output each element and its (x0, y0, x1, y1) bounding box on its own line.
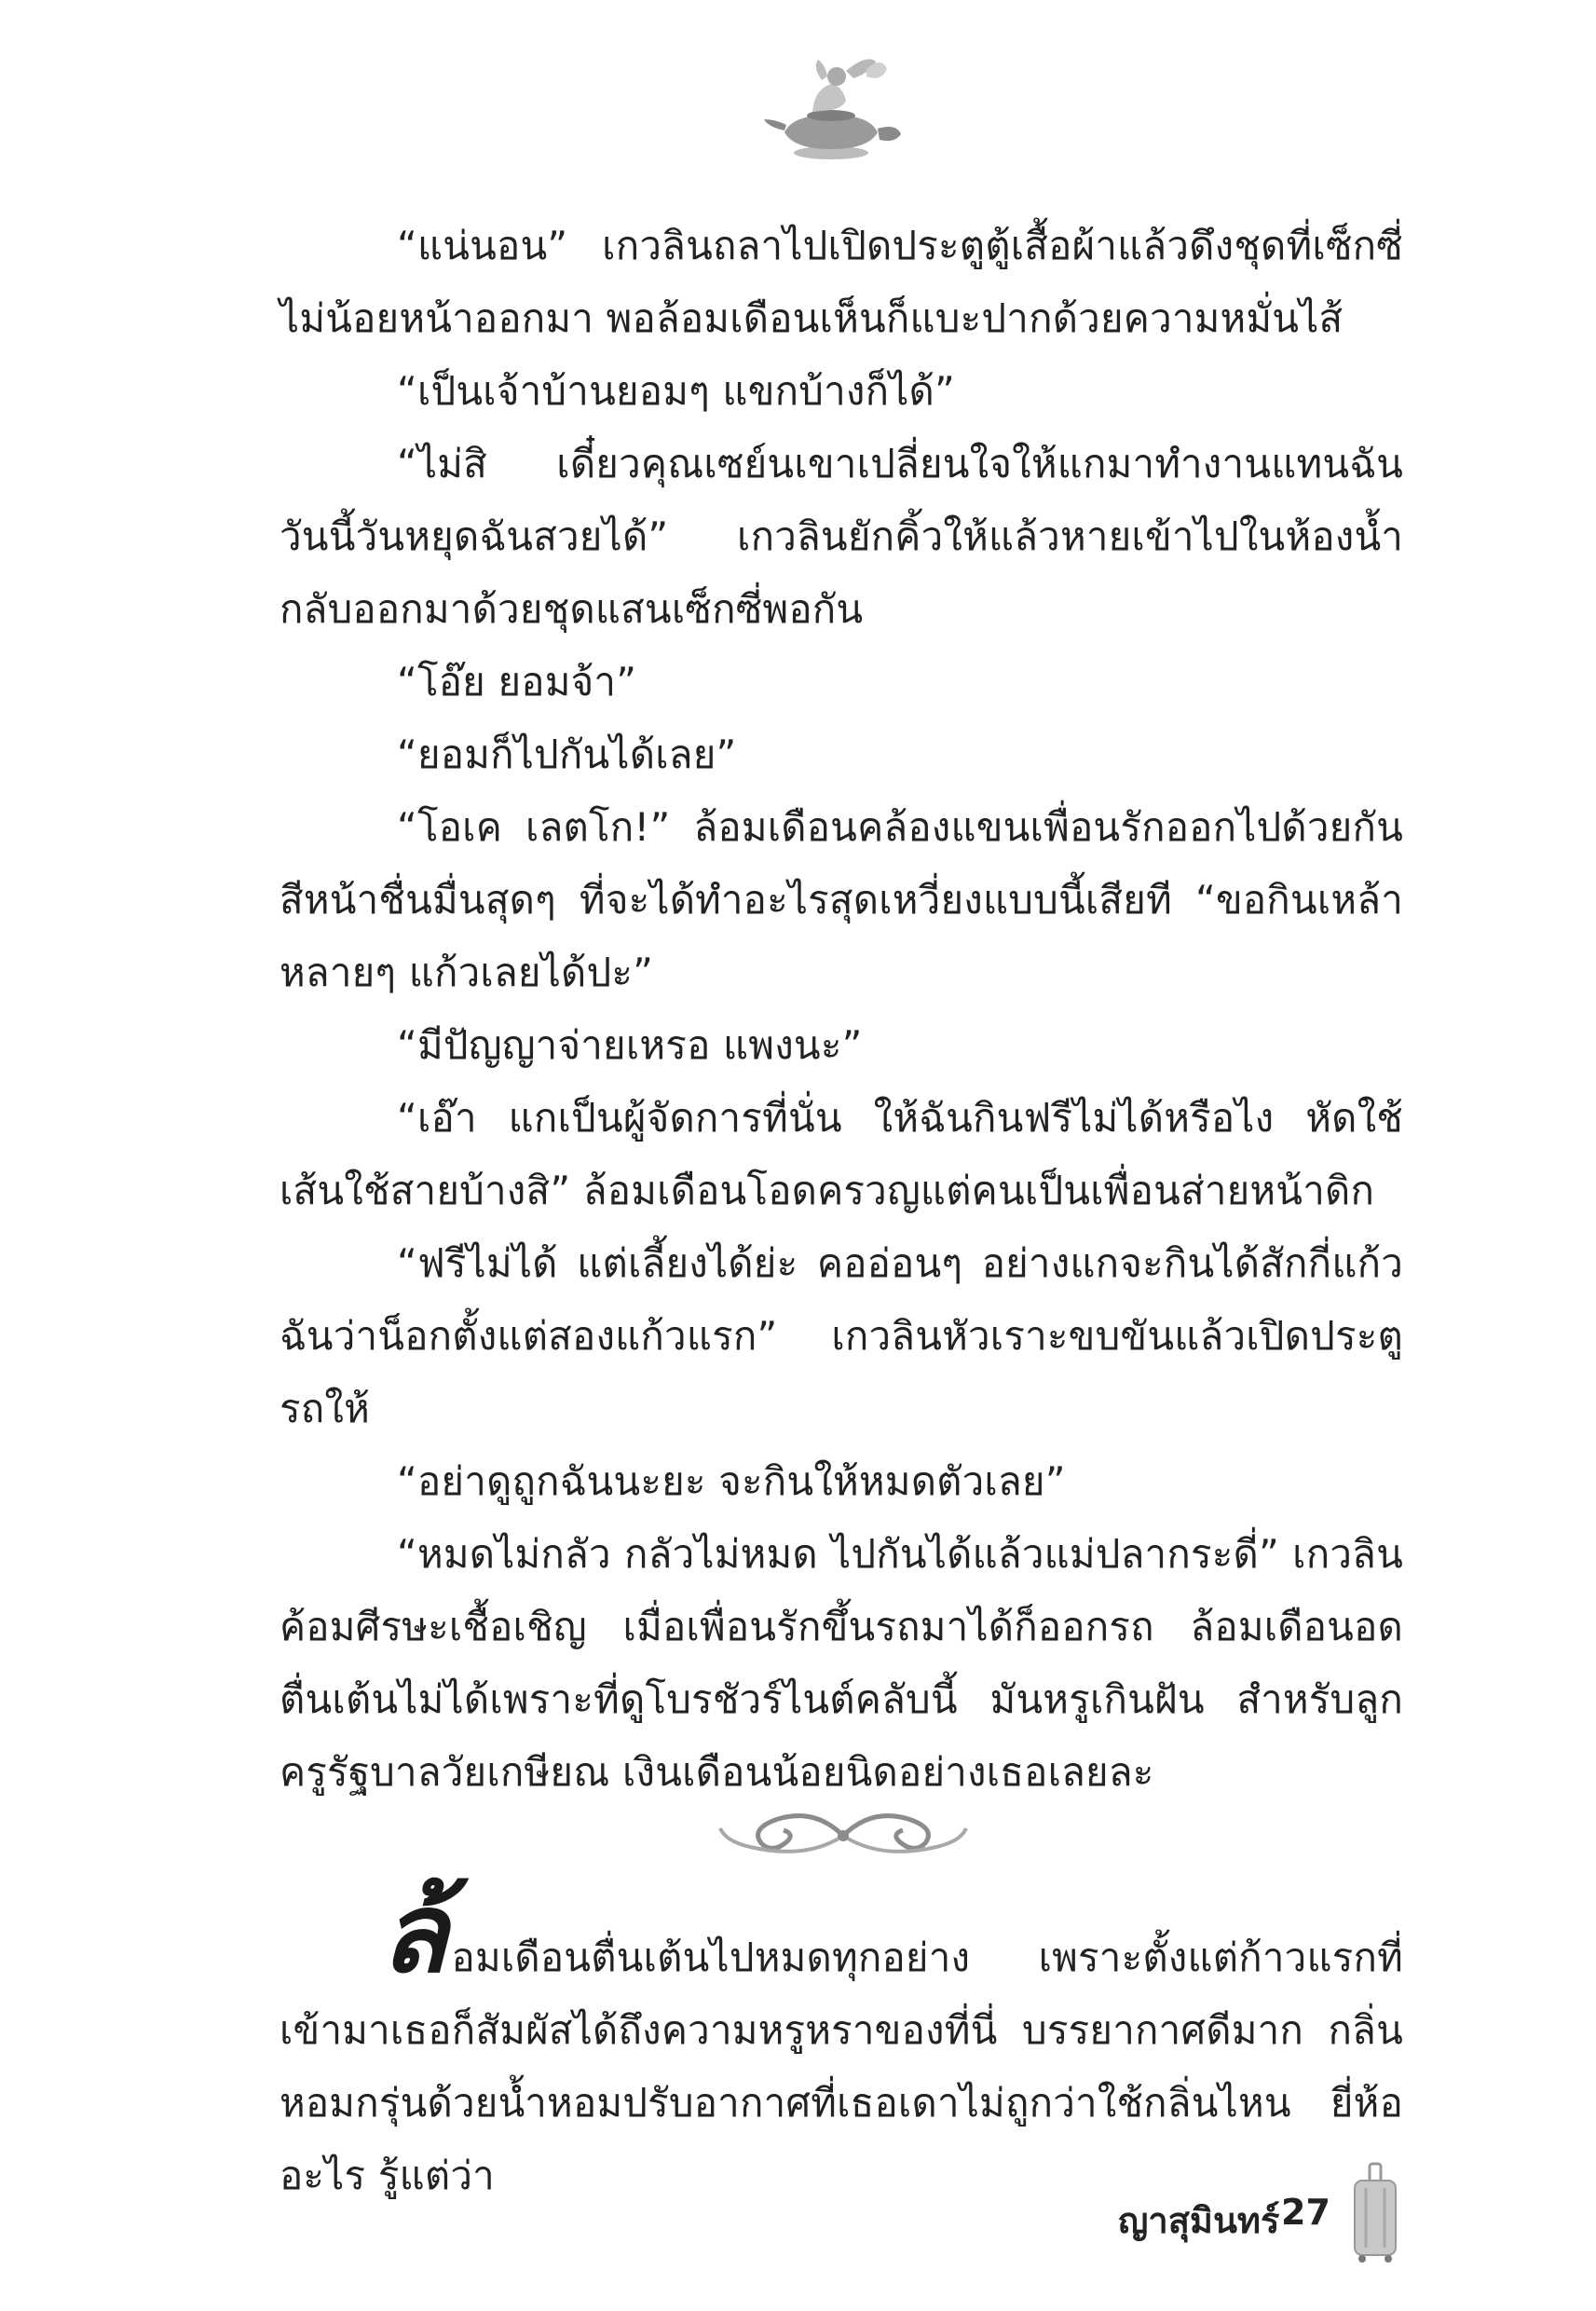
paragraph: “เอ๊า แกเป็นผู้จัดการที่นั่น ให้ฉันกินฟรีไม่ได้หรือไง หัดใช้เส้นใช้สายบ้างสิ” ล้อมเดือนโอดครวญแต่คนเป็นเพื่อนส่ายหน้าดิก (280, 1095, 1403, 1213)
paragraph: “แน่นอน” เกวลินถลาไปเปิดประตูตู้เสื้อผ้าแล้วดึงชุดที่เซ็กซี่ไม่น้อยหน้าออกมา พอล้อมเดือนเห็นก็แบะปากด้วยความหมั่นไส้ (280, 223, 1403, 341)
paragraph: “ฟรีไม่ได้ แต่เลี้ยงได้ย่ะ คออ่อนๆ อย่างแกจะกินได้สักกี่แก้วฉันว่าน็อกตั้งแต่สองแก้วแรก” เกวลินหัวเราะขบขันแล้วเปิดประตูรถให้ (280, 1240, 1404, 1431)
drop-cap: ล้ (380, 1867, 448, 1997)
dropcap-paragraph-text: อมเดือนตื่นเต้นไปหมดทุกอย่าง เพราะตั้งแต่ก้าวแรกที่เข้ามาเธอก็สัมผัสได้ถึงความหรูหราของที่นี่ บรรยากาศดีมาก กลิ่นหอมกรุ่นด้วยน้ำหอมปรับอากาศที่เธอเดาไม่ถูกว่าใช้กลิ่นไหน ยี่ห้ออะไร รู้แต่ว่า (280, 1935, 1403, 2198)
chapter-text (280, 210, 1403, 1809)
page-number: 27 (1281, 2192, 1330, 2233)
dropcap-paragraph (280, 1867, 1403, 2212)
paragraph: “โอเค เลตโก!” ล้อมเดือนคล้องแขนเพื่อนรักออกไปด้วยกันสีหน้าชื่นมื่นสุดๆ ที่จะได้ทำอะไรสุดเหวี่ยงแบบนี้เสียที “ขอกินเหล้าหลายๆ แก้วเลยได้ปะ” (280, 804, 1403, 995)
genie-lamp-icon (757, 48, 906, 170)
paragraph: “หมดไม่กลัว กลัวไม่หมด ไปกันได้แล้วแม่ปลากระดี่” เกวลินค้อมศีรษะเชื้อเชิญ เมื่อเพื่อนรักขึ้นรถมาได้ก็ออกรถ ล้อมเดือนอดตื่นเต้นไม่ได้เพราะที่ดูโบรชัวร์ไนต์คลับนี้ มันหรูเกินฝัน สำหรับลูกครูรัฐบาลวัยเกษียณ เงินเดือนน้อยนิดอย่างเธอเลยละ (280, 1531, 1403, 1795)
paragraph: “เป็นเจ้าบ้านยอมๆ แขกบ้างก็ได้” (397, 368, 955, 414)
paragraph: “ไม่สิ เดี๋ยวคุณเซย์นเขาเปลี่ยนใจให้แกมาทำงานแทนฉัน วันนี้วันหยุดฉันสวยได้” เกวลินยักคิ้วให้แล้วหายเข้าไปในห้องน้ำ กลับออกมาด้วยชุดแสนเซ็กซี่พอกัน (280, 441, 1403, 632)
section-two (280, 1867, 1403, 2212)
paragraph: “ยอมก็ไปกันได้เลย” (397, 732, 737, 777)
flourish-divider-icon (713, 1798, 974, 1873)
paragraph: “มีปัญญาจ่ายเหรอ แพงนะ” (397, 1022, 863, 1068)
paragraph: “โอ๊ย ยอมจ้า” (397, 659, 637, 704)
footer-author: ญาสุมินทร์ (1118, 2200, 1280, 2241)
luggage-icon (1349, 2162, 1401, 2264)
paragraph: “อย่าดูถูกฉันนะยะ จะกินให้หมดตัวเลย” (397, 1458, 1066, 1504)
